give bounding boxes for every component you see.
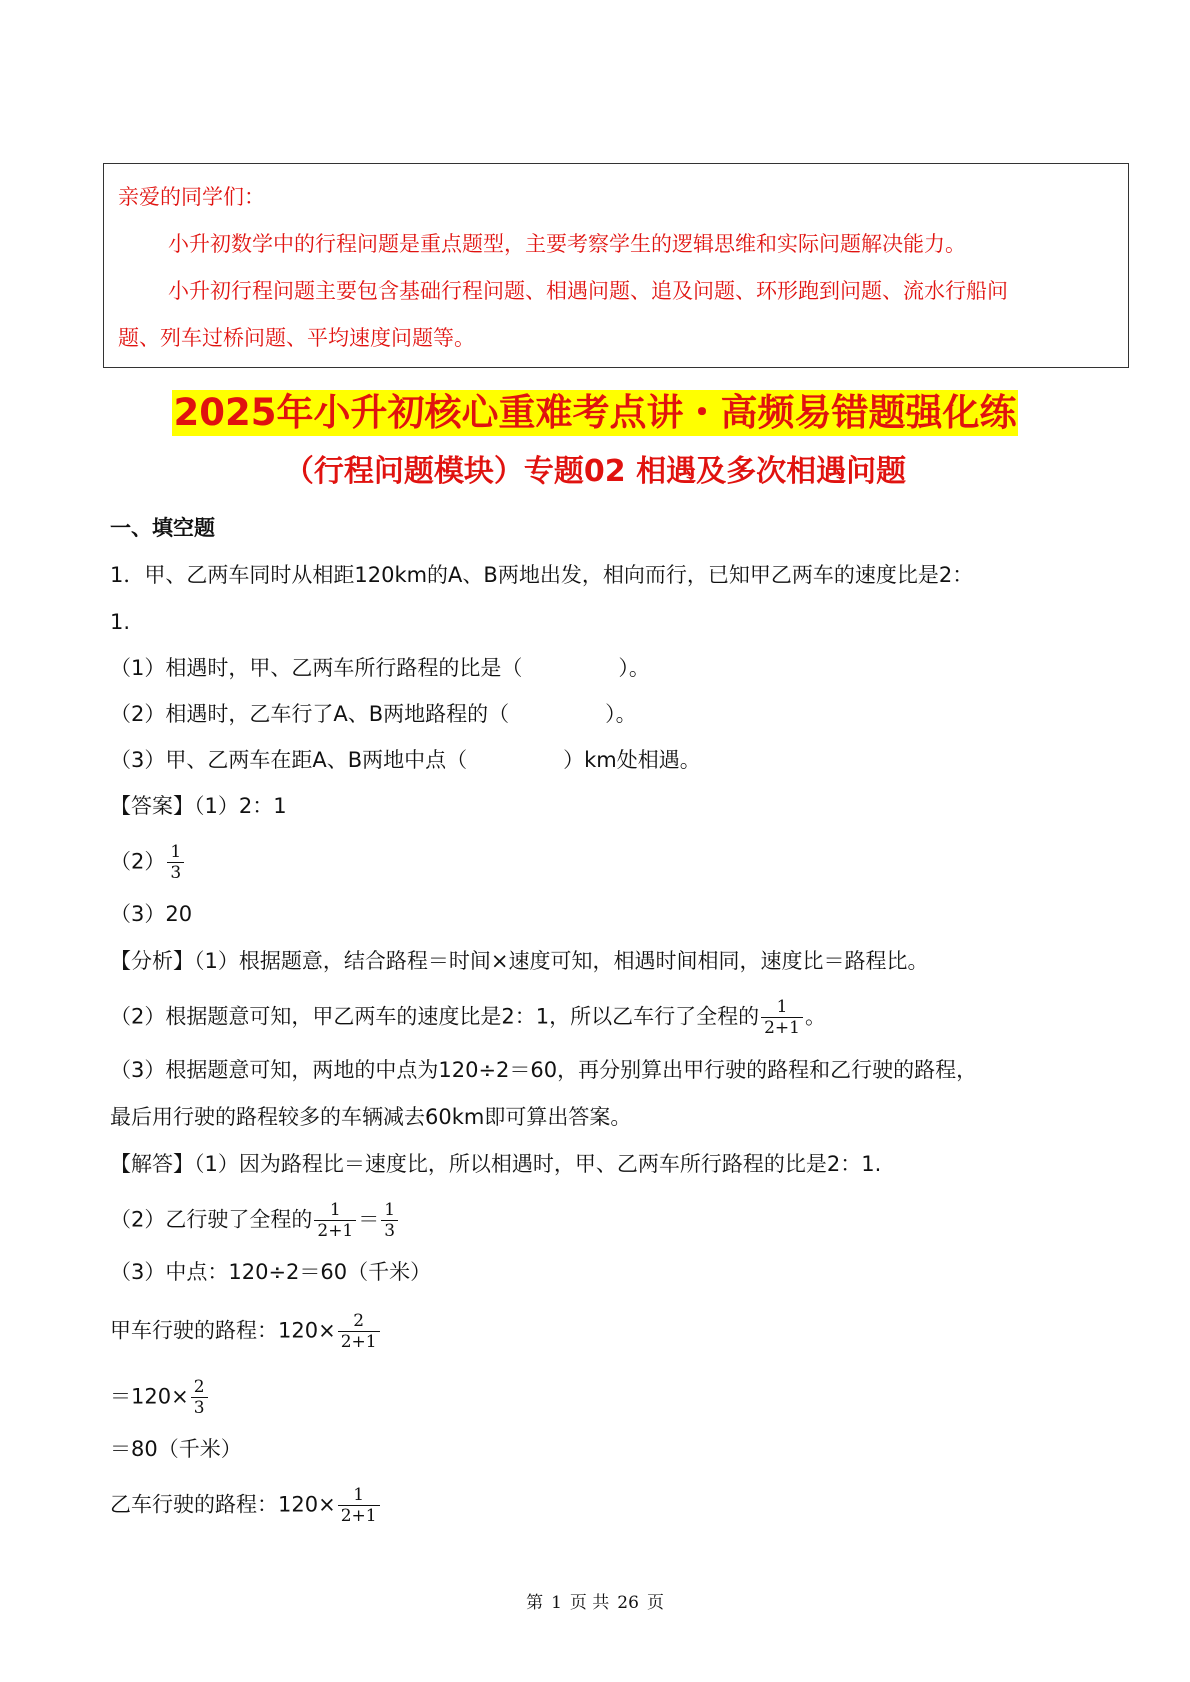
denominator: 2+1 [761,1017,803,1038]
page-footer [0,1588,1190,1613]
solution-line-5 [110,1377,210,1418]
denominator: 2+1 [314,1220,356,1241]
fraction [338,1485,380,1526]
yi-distance-prefix: 乙车行驶的路程：120× [110,1492,336,1517]
analysis-1: （1）根据题意，结合路程＝时间×速度可知，相遇时间相同，速度比＝路程比。 [194,949,929,973]
solution-line-3: （3）中点：120÷2＝60（千米） [110,1260,432,1284]
denominator: 2+1 [338,1331,380,1352]
solution-line-1 [110,1149,881,1179]
intro-greeting: 亲爱的同学们： [118,185,265,209]
fraction [314,1200,356,1241]
page-title: 2025年小升初核心重难考点讲・高频易错题强化练 [173,391,1017,434]
numerator: 1 [329,1200,341,1220]
section-heading: 一、填空题 [110,516,215,540]
jia-step-2-prefix: ＝120× [110,1384,189,1409]
footer-prefix: 第 [526,1593,544,1613]
solution-1: （1）因为路程比＝速度比，所以相遇时，甲、乙两车所行路程的比是2：1. [194,1152,882,1176]
answer-2-prefix: （2） [110,849,166,874]
solution-2-prefix: （2）乙行驶了全程的 [110,1207,313,1232]
sub-question-2 [110,699,637,729]
denominator: 3 [167,862,184,883]
sub-question-3 [110,745,701,775]
solution-line-7 [110,1485,382,1526]
question-stem-line-1: 1．甲、乙两车同时从相距120km的A、B两地出发，相向而行，已知甲乙两车的速度比是2： [110,563,974,587]
analysis-2-prefix: （2）根据题意可知，甲乙两车的速度比是2：1，所以乙车行了全程的 [110,1004,760,1029]
solution-line-4 [110,1311,382,1352]
equals-sign: ＝ [358,1207,380,1232]
solution-line-2 [110,1200,400,1241]
sub-question-3-end: ）km处相遇。 [563,748,701,772]
intro-paragraph-2-line-1: 小升初行程问题主要包含基础行程问题、相遇问题、追及问题、环形跑到问题、流水行船问 [168,279,1008,303]
sub-question-2-text: （2）相遇时，乙车行了A、B两地路程的（ [110,702,510,726]
analysis-2-suffix: 。 [804,1004,826,1029]
numerator: 2 [193,1377,205,1397]
numerator: 2 [353,1311,365,1331]
subtitle-row [0,452,1190,492]
analysis-line-2 [110,997,826,1038]
sub-question-1 [110,653,650,683]
total-pages: 26 [617,1593,639,1613]
denominator: 2+1 [338,1505,380,1526]
fraction [381,1200,398,1241]
numerator: 1 [384,1200,396,1220]
sub-question-3-text: （3）甲、乙两车在距A、B两地中点（ [110,748,468,772]
title-row [0,390,1190,436]
intro-box [103,163,1129,368]
denominator: 3 [381,1220,398,1241]
solution-line-6: ＝80（千米） [110,1437,242,1461]
sub-question-1-text: （1）相遇时，甲、乙两车所行路程的比是（ [110,656,523,680]
intro-paragraph-1: 小升初数学中的行程问题是重点题型，主要考察学生的逻辑思维和实际问题解决能力。 [168,232,966,256]
answer-1: （1）2：1 [194,794,287,818]
answer-line-2 [110,842,186,883]
page-subtitle: （行程问题模块）专题02 相遇及多次相遇问题 [283,454,907,489]
analysis-label: 【分析】 [110,949,194,973]
fraction [338,1311,380,1352]
analysis-line-3: （3）根据题意可知，两地的中点为120÷2＝60，再分别算出甲行驶的路程和乙行驶的路程， [110,1058,978,1082]
jia-distance-prefix: 甲车行驶的路程：120× [110,1318,336,1343]
sub-question-1-end: ）。 [618,656,650,680]
numerator: 1 [776,997,788,1017]
answer-label: 【答案】 [110,794,194,818]
fraction [191,1377,208,1418]
denominator: 3 [191,1397,208,1418]
numerator: 1 [353,1485,365,1505]
fraction [761,997,803,1038]
answer-line-3: （3）20 [110,902,193,926]
page-number: 1 [551,1593,562,1613]
sub-question-2-end: ）。 [605,702,637,726]
intro-paragraph-2-line-2: 题、列车过桥问题、平均速度问题等。 [118,326,475,350]
footer-suffix: 页 [646,1593,664,1613]
footer-middle: 页 共 [569,1593,610,1613]
analysis-line-4: 最后用行驶的路程较多的车辆减去60km即可算出答案。 [110,1105,632,1129]
answer-line-1 [110,791,287,821]
analysis-line-1 [110,946,928,976]
solution-label: 【解答】 [110,1152,194,1176]
fraction [167,842,184,883]
question-stem-line-2: 1. [110,610,131,634]
numerator: 1 [170,842,182,862]
